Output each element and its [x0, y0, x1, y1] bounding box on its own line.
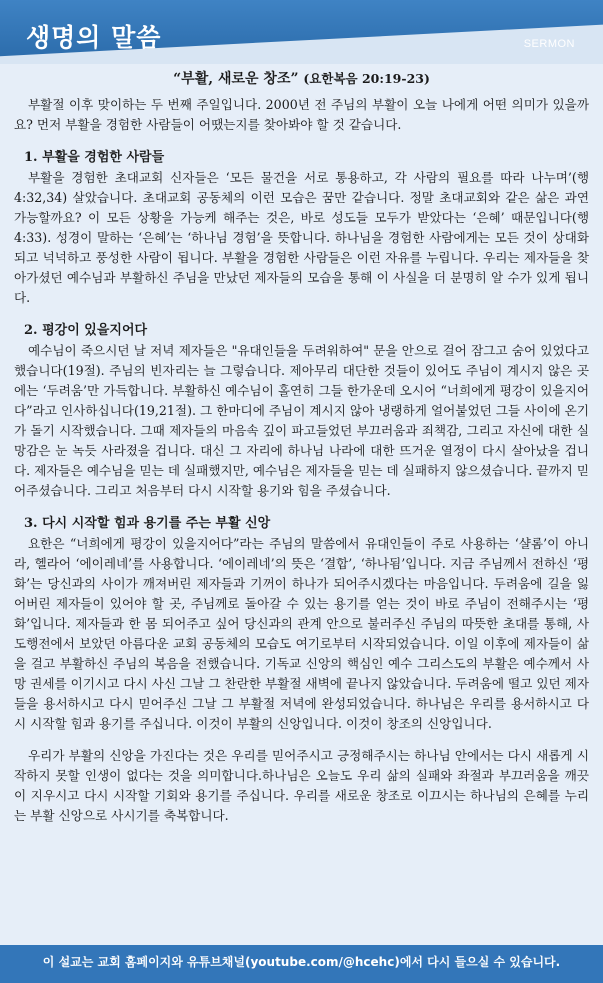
section-heading: 3. 다시 시작할 힘과 용기를 주는 부활 신앙	[24, 516, 271, 531]
section-2	[14, 321, 589, 501]
section-heading: 1. 부활을 경험한 사람들	[24, 150, 165, 165]
intro-paragraph: 부활절 이후 맞이하는 두 번째 주일입니다. 2000년 전 주님의 부활이 오늘 나에게 어떤 의미가 있을까요? 먼저 부활을 경험한 사람들이 어땠는지를 찾아봐야 할 것 같습니다.	[14, 97, 589, 132]
section-heading: 2. 평강이 있을지어다	[24, 323, 148, 338]
footer-banner	[0, 945, 603, 983]
page-title: 생명의 말씀	[26, 23, 162, 52]
section-1	[14, 148, 589, 308]
sermon-content	[14, 68, 589, 826]
section-label: SERMON	[523, 38, 575, 50]
closing-paragraph: 우리가 부활의 신앙을 가진다는 것은 우리를 믿어주시고 긍정해주시는 하나님 안에서는 다시 새롭게 시작하지 못할 인생이 없다는 것을 의미합니다.하나님은 오늘도 우리 삶의 실패와 좌절과 부끄러움을 깨끗이 지우시고 다시 시작할 기회와 용기를 주십니다. 우리를 새로운 창조로 이끄시는 하나님의 은혜를 누리는 부활 신앙으로 사시기를 축복합니다.	[14, 748, 589, 823]
sermon-title	[14, 68, 589, 90]
section-3	[14, 514, 589, 734]
sermon-title-text: “부활, 새로운 창조”	[173, 71, 299, 87]
footer-note: 이 설교는 교회 홈페이지와 유튜브채널(youtube.com/@hcehc)에서 다시 들으실 수 있습니다.	[42, 955, 561, 969]
section-body: 요한은 “너희에게 평강이 있을지어다”라는 주님의 말씀에서 유대인들이 주로 사용하는 ‘샬롬’이 아니라, 헬라어 ‘에이레네’를 사용합니다. ‘에이레네’의 뜻은 ‘결합’, ‘하나됨’입니다. 지금 주님께서 전하신 ‘평화’는 당신과의 사이가 깨져버린 제자들과 기꺼이 하나가 되어주시겠다는 마음입니다. 두려움에 길을 잃어버린 제자들이 있어야 할 곳, 주님께로 돌아갈 수 있는 용기를 얻는 것이 바로 주님이 전해주시는 ‘평화’입니다. 제자들과 한 몸 되어주고 싶어 당신과의 관계 안으로 불러주신 주님의 따뜻한 초대를 통해, 사도행전에서 보았던 아름다운 교회 공동체의 모습도 여기로부터 시작되었습니다. 이일 이후에 제자들이 삶을 걸고 부활하신 주님의 복음을 전했습니다. 기독교 신앙의 핵심인 예수 그리스도의 부활은 예수께서 사망 권세를 이기시고 다시 사신 그날 그 찬란한 부활절 새벽에 끝나지 않았습니다. 두려움에 떨고 있던 제자들을 용서하시고 다시 믿어주신 그날 그 부활절 저녁에 완성되었습니다. 하나님은 우리를 용서하시고 다시 시작할 힘과 용기를 주십니다. 이것이 부활의 신앙입니다. 이것이 창조의 신앙입니다.	[14, 536, 590, 731]
scripture-reference: (요한복음 20:19-23)	[303, 71, 430, 86]
section-body: 부활을 경험한 초대교회 신자들은 ‘모든 물건을 서로 통용하고, 각 사람의 필요를 따라 나누며’(행 4:32,34) 살았습니다. 초대교회 공동체의 이런 모습은 꿈만 같습니다. 정말 초대교회와 같은 삶은 과연 가능할까요? 이 모든 상황을 가능케 해주는 것은, 바로 성도들 모두가 받았다는 ‘은혜’ 때문입니다(행 4:33). 성경이 말하는 ‘은혜’는 ‘하나님 경험’을 뜻합니다. 하나님을 경험한 사람에게는 모든 것이 상대화되고 넉넉하고 풍성한 사람이 됩니다. 부활을 경험한 사람들은 이런 자유를 누립니다. 우리는 제자들을 찾아가셨던 예수님과 부활하신 주님을 만났던 제자들의 모습을 통해 이 사실을 더 분명히 알 수가 있게 됩니다.	[14, 170, 589, 305]
section-body: 예수님이 죽으시던 날 저녁 제자들은 "유대인들을 두려워하여" 문을 안으로 걸어 잠그고 숨어 있었다고 했습니다(19절). 주님의 빈자리는 늘 그렇습니다. 제아무리 대단한 것들이 있어도 주님이 계시지 않은 곳에는 ‘두려움’만 가득합니다. 부활하신 예수님이 홀연히 그들 한가운데 오시어 “너희에게 평강이 있을지어다”라고 인사하십니다(19,21절). 그 한마디에 주님이 계시지 않아 냉랭하게 얼어붙었던 그들 사이에 온기가 돌기 시작했습니다. 그때 제자들의 마음속 깊이 파고들었던 부끄러움과 죄책감, 그리고 자신에 대한 실망감은 눈 녹듯 사라졌을 겁니다. 대신 그 자리에 하나님 나라에 대한 뜨거운 열정이 다시 살아났을 겁니다. 제자들은 예수님을 믿는 데 실패했지만, 예수님은 제자들을 믿는 데 실패하지 않으셨습니다. 끝까지 믿어주셨습니다. 그리고 처음부터 다시 시작할 용기와 힘을 주셨습니다.	[14, 343, 590, 498]
header-banner	[0, 0, 603, 64]
